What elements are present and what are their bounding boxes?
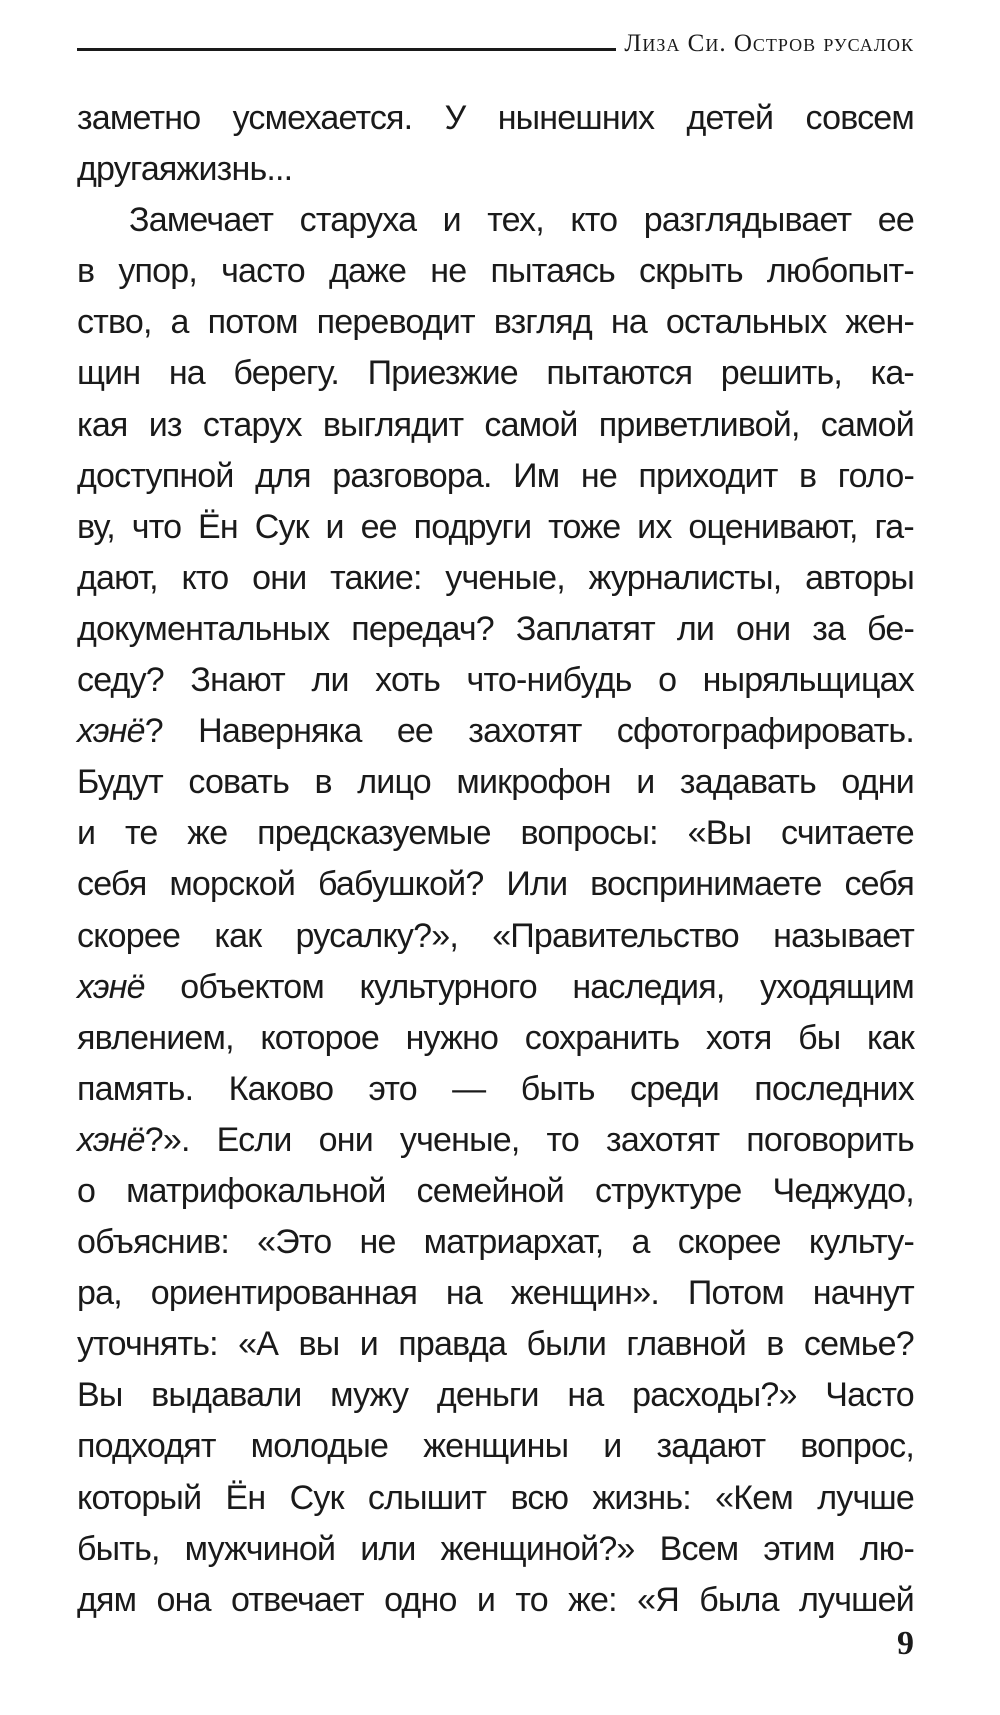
- text-line: и те же предсказуемые вопросы: «Вы считаете: [77, 814, 914, 853]
- body-text: [77, 93, 914, 1626]
- text-line: ство, а потом переводит взгляд на остальных жен-: [77, 303, 914, 342]
- header-rule: [77, 48, 616, 51]
- text-line: подходят молодые женщины и задают вопрос,: [77, 1427, 914, 1466]
- text-line: память. Каково это — быть среди последних: [77, 1069, 914, 1108]
- text-line: седу? Знают ли хоть что-нибудь о ныряльщицах: [77, 661, 914, 700]
- text-line: дают, кто они такие: ученые, журналисты, авторы: [77, 558, 914, 597]
- text-line: Замечает старуха и тех, кто разглядывает ее: [129, 201, 914, 240]
- text-line: о матрифокальной семейной структуре Чеджудо,: [77, 1171, 914, 1210]
- page-number: 9: [897, 1625, 914, 1662]
- text-line: себя морской бабушкой? Или воспринимаете себя: [77, 865, 914, 904]
- text-line: быть, мужчиной или женщиной?» Всем этим лю-: [77, 1529, 914, 1568]
- text-line: кая из старух выглядит самой приветливой, самой: [77, 405, 914, 444]
- text-line: Вы выдавали мужу деньги на расходы?» Часто: [77, 1376, 914, 1415]
- text-line: хэнё?». Если они ученые, то захотят поговорить: [77, 1120, 914, 1159]
- text-line: другая жизнь...: [77, 150, 293, 189]
- text-line: который Ён Сук слышит всю жизнь: «Кем лучше: [77, 1478, 914, 1517]
- text-line: ра, ориентированная на женщин». Потом начнут: [77, 1274, 914, 1313]
- text-line: объяснив: «Это не матриархат, а скорее культу-: [77, 1223, 914, 1262]
- text-line: заметно усмехается. У нынешних детей совсем: [77, 99, 914, 137]
- text-line: ву, что Ён Сук и ее подруги тоже их оценивают, га-: [77, 507, 914, 546]
- text-line: в упор, часто даже не пытаясь скрыть любопыт-: [77, 252, 914, 291]
- text-line: хэнё объектом культурного наследия, уходящим: [77, 967, 914, 1006]
- running-title: Лиза Си. Остров русалок: [624, 30, 914, 57]
- text-line: хэнё? Наверняка ее захотят сфотографировать.: [77, 712, 914, 751]
- text-line: щин на берегу. Приезжие пытаются решить, ка-: [77, 354, 914, 393]
- text-line: дям она отвечает одно и то же: «Я была лучшей: [77, 1580, 914, 1619]
- text-line: уточнять: «А вы и правда были главной в семье?: [77, 1325, 914, 1364]
- running-header: [77, 24, 914, 56]
- text-line: документальных передач? Заплатят ли они за бе-: [77, 609, 914, 648]
- text-line: явлением, которое нужно сохранить хотя бы как: [77, 1018, 914, 1057]
- text-line: Будут совать в лицо микрофон и задавать одни: [77, 763, 914, 802]
- text-line: доступной для разговора. Им не приходит в голо-: [77, 456, 914, 495]
- text-line: скорее как русалку?», «Правительство называет: [77, 916, 914, 955]
